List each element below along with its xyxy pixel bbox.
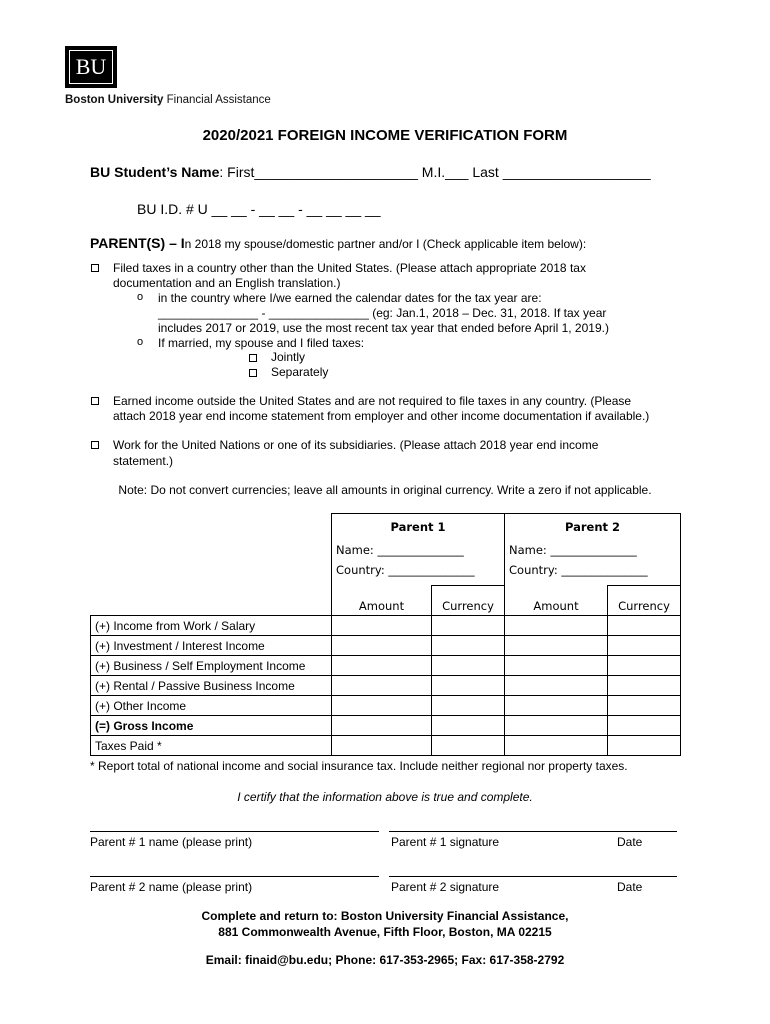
- row-label: (+) Other Income: [91, 696, 332, 716]
- amount-cell[interactable]: [505, 696, 608, 716]
- table-row: [91, 616, 681, 636]
- bullet-o: o: [137, 336, 144, 348]
- row-label: (+) Income from Work / Salary: [91, 616, 332, 636]
- org-name: [65, 94, 271, 106]
- sub1-line2[interactable]: _______________ - _______________ (eg: Jan.1, 2018 – Dec. 31, 2018. If tax year: [158, 306, 607, 320]
- currency-cell[interactable]: [432, 716, 505, 736]
- parent1-date-label: Date: [617, 835, 643, 849]
- currency-cell[interactable]: [432, 676, 505, 696]
- item1-line1: Filed taxes in a country other than the United States. (Please attach appropriate 2018 tax: [113, 261, 586, 275]
- parents-intro-text: n 2018 my spouse/domestic partner and/or I (Check applicable item below):: [184, 237, 587, 251]
- table-row: [91, 676, 681, 696]
- currency-cell[interactable]: [608, 676, 681, 696]
- parent1-signature-line[interactable]: [389, 831, 677, 832]
- column-header-row: [91, 586, 681, 616]
- table-row: [91, 636, 681, 656]
- amount-cell[interactable]: [505, 656, 608, 676]
- row-label: (+) Investment / Interest Income: [91, 636, 332, 656]
- p1-amount-header: Amount: [332, 586, 432, 616]
- item2-line1: Earned income outside the United States and are not required to file taxes in any country. (Please: [113, 394, 632, 408]
- student-name-line[interactable]: [90, 164, 651, 180]
- parent1-name-field[interactable]: Name: _______________: [336, 543, 464, 557]
- table-row: [91, 716, 681, 736]
- parent2-signature-line[interactable]: [389, 876, 677, 877]
- amount-cell[interactable]: [505, 736, 608, 756]
- parent2-name-line[interactable]: [90, 876, 379, 877]
- checkbox-filed-taxes[interactable]: [91, 264, 99, 272]
- checkbox-earned-income[interactable]: [91, 397, 99, 405]
- sub1-line1: in the country where I/we earned the calendar dates for the tax year are:: [158, 291, 542, 305]
- parent2-date-label: Date: [617, 880, 643, 894]
- amount-cell[interactable]: [332, 736, 432, 756]
- p1-currency-header: Currency: [432, 586, 505, 616]
- sub2-text: If married, my spouse and I filed taxes:: [158, 336, 365, 350]
- footnote: * Report total of national income and social insurance tax. Include neither regional nor property taxes.: [90, 759, 628, 773]
- p2-amount-header: Amount: [505, 586, 608, 616]
- currency-cell[interactable]: [432, 656, 505, 676]
- parent1-country-field[interactable]: Country: _______________: [336, 563, 475, 577]
- certification-statement: I certify that the information above is true and complete.: [237, 790, 533, 804]
- parent1-name-line[interactable]: [90, 831, 379, 832]
- item1-line2: documentation and an English translation.): [113, 276, 341, 290]
- parent2-name-label: Parent # 2 name (please print): [90, 880, 253, 894]
- parent2-header: [505, 514, 681, 586]
- parent1-signature-label: Parent # 1 signature: [391, 835, 500, 849]
- parent2-signature-label: Parent # 2 signature: [391, 880, 500, 894]
- return-address-line1: Complete and return to: Boston University Financial Assistance,: [201, 909, 569, 923]
- table-row: [91, 656, 681, 676]
- parent2-heading: Parent 2: [564, 520, 621, 534]
- bullet-o: o: [137, 291, 144, 303]
- amount-cell[interactable]: [505, 716, 608, 736]
- amount-cell[interactable]: [332, 716, 432, 736]
- form-title: 2020/2021 FOREIGN INCOME VERIFICATION FORM: [202, 127, 568, 144]
- currency-cell[interactable]: [608, 716, 681, 736]
- amount-cell[interactable]: [332, 676, 432, 696]
- empty-corner: [91, 514, 332, 586]
- table-row: [91, 736, 681, 756]
- row-label: (+) Rental / Passive Business Income: [91, 676, 332, 696]
- currency-cell[interactable]: [608, 696, 681, 716]
- amount-cell[interactable]: [332, 696, 432, 716]
- currency-cell[interactable]: [608, 616, 681, 636]
- contact-info: Email: finaid@bu.edu; Phone: 617-353-2965; Fax: 617-358-2792: [205, 953, 565, 967]
- checkbox-jointly[interactable]: [249, 354, 257, 362]
- income-table: [90, 513, 681, 756]
- amount-cell[interactable]: [505, 616, 608, 636]
- sub1-line3: includes 2017 or 2019, use the most recent tax year that ended before April 1, 2019.): [158, 321, 609, 335]
- bu-logo: [65, 46, 117, 88]
- student-name-fields: : First_____________________ M.I.___ Last ___________________: [219, 164, 651, 180]
- item3-line1: Work for the United Nations or one of its subsidiaries. (Please attach 2018 year end income: [113, 438, 599, 452]
- p2-currency-header: Currency: [608, 586, 681, 616]
- currency-cell[interactable]: [608, 736, 681, 756]
- student-name-label: BU Student’s Name: [90, 164, 220, 180]
- row-label: Taxes Paid *: [91, 736, 332, 756]
- table-row: [91, 696, 681, 716]
- amount-cell[interactable]: [332, 656, 432, 676]
- return-address-line2: 881 Commonwealth Avenue, Fifth Floor, Boston, MA 02215: [218, 925, 552, 939]
- amount-cell[interactable]: [332, 616, 432, 636]
- currency-cell[interactable]: [432, 636, 505, 656]
- amount-cell[interactable]: [505, 676, 608, 696]
- student-id-line[interactable]: BU I.D. # U __ __ - __ __ - __ __ __ __: [137, 201, 381, 217]
- parent1-heading: Parent 1: [390, 520, 446, 534]
- org-name-rest: Financial Assistance: [166, 94, 271, 106]
- parent2-name-field[interactable]: Name: _______________: [509, 543, 637, 557]
- currency-cell[interactable]: [432, 616, 505, 636]
- currency-cell[interactable]: [432, 736, 505, 756]
- checkbox-separately[interactable]: [249, 369, 257, 377]
- org-name-bold: Boston University: [65, 94, 164, 106]
- item2-line2: attach 2018 year end income statement from employer and other income documentation if available.): [113, 409, 650, 423]
- parent1-header: [332, 514, 505, 586]
- parent2-country-field[interactable]: Country: _______________: [509, 563, 648, 577]
- currency-cell[interactable]: [608, 656, 681, 676]
- currency-note: Note: Do not convert currencies; leave all amounts in original currency. Write a zero if not applicable.: [118, 483, 652, 497]
- row-label: (+) Business / Self Employment Income: [91, 656, 332, 676]
- currency-cell[interactable]: [432, 696, 505, 716]
- amount-cell[interactable]: [505, 636, 608, 656]
- separately-label: Separately: [271, 365, 329, 379]
- parent-header-row: [91, 514, 681, 586]
- row-label-gross-income: (=) Gross Income: [91, 716, 332, 736]
- item3-line2: statement.): [113, 454, 174, 468]
- currency-cell[interactable]: [608, 636, 681, 656]
- parent1-name-label: Parent # 1 name (please print): [90, 835, 253, 849]
- amount-cell[interactable]: [332, 636, 432, 656]
- parents-intro: [90, 235, 586, 251]
- bu-logo-text: BU: [69, 50, 113, 84]
- parents-label: PARENT(S) – I: [90, 235, 185, 251]
- empty-corner: [91, 586, 332, 616]
- jointly-label: Jointly: [271, 350, 306, 364]
- checkbox-united-nations[interactable]: [91, 441, 99, 449]
